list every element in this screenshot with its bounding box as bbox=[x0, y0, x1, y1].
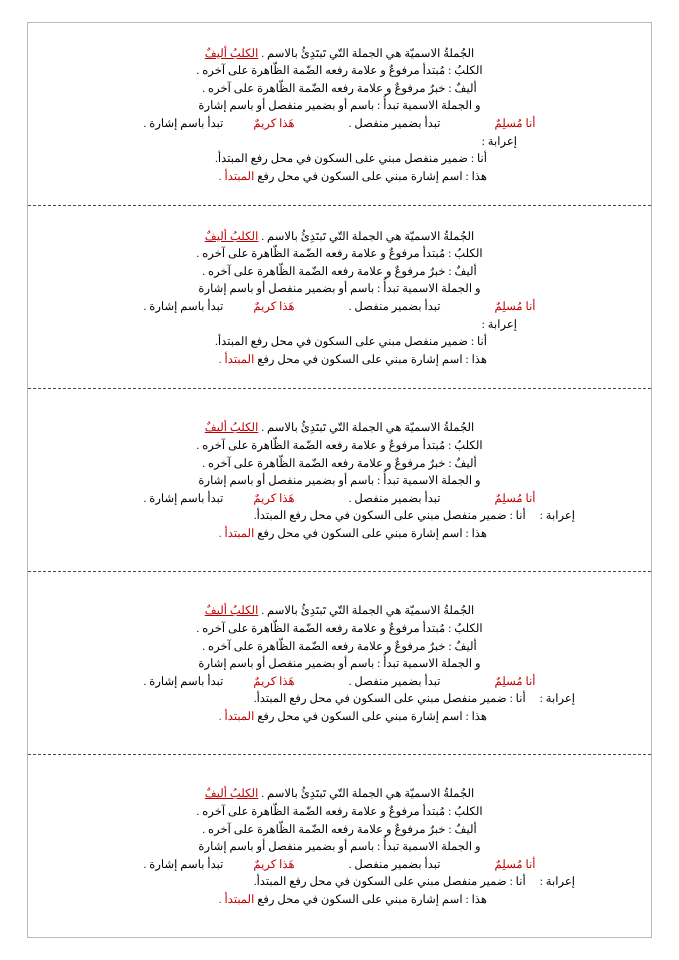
irab-pronoun-text: أنا : ضمير منفصل مبني على السكون في محل رفع المبتدأ. bbox=[253, 509, 526, 523]
card-line-starts-with: و الجملة الاسمية تبدأُ : باسم أو بضمير منفصل أو باسم إشارة bbox=[198, 474, 481, 488]
card-line-irab-inline bbox=[42, 507, 637, 525]
card-line-subject-analysis: الكلبُ : مُبتدأ مرفوعٌ و علامة رفعه الضّمة الظّاهرة على آخره . bbox=[196, 621, 483, 635]
irab-pronoun-text: أنا : ضمير منفصل مبني على السكون في محل رفع المبتدأ. bbox=[253, 692, 526, 706]
card-line-definition bbox=[42, 228, 637, 246]
card-line-irab-inline bbox=[42, 690, 637, 708]
card-line-irab-demonstrative bbox=[42, 891, 637, 909]
card-line-irab-demonstrative bbox=[42, 525, 637, 543]
example-sentence: الكلبُ أليفٌ bbox=[204, 46, 259, 60]
demonstrative-example-note: تبدأ باسم إشارة . bbox=[143, 674, 224, 688]
card-line-irab-pronoun: أنا : ضمير منفصل مبني على السكون في محل رفع المبتدأ. bbox=[215, 335, 487, 349]
demonstrative-example: هَذا كريمٌ bbox=[253, 117, 295, 130]
definition-text: الجُملةُ الاسميّة هي الجملة التّي تَبتَدِئُ بالاسم . bbox=[258, 604, 475, 618]
irab-demonstrative-keyword: المبتدأ . bbox=[218, 710, 255, 724]
demonstrative-example-note: تبدأ باسم إشارة . bbox=[143, 857, 224, 871]
card-line-irab-label: إعرابة : bbox=[481, 317, 517, 331]
card-line-subject-analysis: الكلبُ : مُبتدأ مرفوعٌ و علامة رفعه الضّمة الظّاهرة على آخره . bbox=[196, 804, 483, 818]
card-line-definition bbox=[42, 45, 637, 63]
card-line-irab-demonstrative bbox=[42, 351, 637, 369]
card-line-starts-with: و الجملة الاسمية تبدأُ : باسم أو بضمير منفصل أو باسم إشارة bbox=[198, 657, 481, 671]
grammar-card bbox=[28, 572, 651, 755]
card-line-subject-analysis: الكلبُ : مُبتدأ مرفوعٌ و علامة رفعه الضّمة الظّاهرة على آخره . bbox=[196, 247, 483, 261]
card-line-irab-label: إعرابة : bbox=[481, 134, 517, 148]
irab-demonstrative-text: هذا : اسم إشارة مبني على السكون في محل رفع bbox=[254, 352, 487, 366]
irab-demonstrative-keyword: المبتدأ . bbox=[218, 169, 255, 183]
definition-text: الجُملةُ الاسميّة هي الجملة التّي تَبتَدِئُ بالاسم . bbox=[258, 787, 475, 801]
pronoun-example-note: تبدأ بضمير منفصل . bbox=[348, 674, 441, 688]
card-line-starts-with: و الجملة الاسمية تبدأُ : باسم أو بضمير منفصل أو باسم إشارة bbox=[198, 282, 481, 296]
demonstrative-example-note: تبدأ باسم إشارة . bbox=[143, 117, 224, 130]
pronoun-example: أنا مُسلِمٌ bbox=[494, 857, 536, 871]
card-line-definition bbox=[42, 419, 637, 437]
example-sentence: الكلبُ أليفٌ bbox=[204, 787, 259, 801]
grammar-card bbox=[28, 23, 651, 206]
irab-label: إعرابة : bbox=[539, 509, 575, 523]
card-line-irab-pronoun: أنا : ضمير منفصل مبني على السكون في محل رفع المبتدأ. bbox=[215, 152, 487, 166]
irab-demonstrative-keyword: المبتدأ . bbox=[218, 893, 255, 907]
example-sentence: الكلبُ أليفٌ bbox=[204, 604, 259, 618]
card-line-starts-with: و الجملة الاسمية تبدأُ : باسم أو بضمير منفصل أو باسم إشارة bbox=[198, 99, 481, 113]
pronoun-example-note: تبدأ بضمير منفصل . bbox=[348, 117, 441, 130]
example-sentence: الكلبُ أليفٌ bbox=[204, 229, 259, 243]
card-line-irab-inline bbox=[42, 873, 637, 891]
definition-text: الجُملةُ الاسميّة هي الجملة التّي تَبتَدِئُ بالاسم . bbox=[258, 421, 475, 435]
pronoun-example-note: تبدأ بضمير منفصل . bbox=[348, 857, 441, 871]
card-line-subject-analysis: الكلبُ : مُبتدأ مرفوعٌ و علامة رفعه الضّمة الظّاهرة على آخره . bbox=[196, 438, 483, 452]
card-line-examples bbox=[42, 298, 637, 316]
pronoun-example: أنا مُسلِمٌ bbox=[494, 491, 536, 505]
card-line-predicate-analysis: أليفٌ : خبرٌ مرفوعٌ و علامة رفعه الضّمة الظّاهرة على آخره . bbox=[202, 456, 477, 470]
irab-demonstrative-keyword: المبتدأ . bbox=[218, 352, 255, 366]
grammar-card bbox=[28, 389, 651, 572]
demonstrative-example: هَذا كريمٌ bbox=[253, 491, 295, 505]
card-line-definition bbox=[42, 785, 637, 803]
irab-demonstrative-text: هذا : اسم إشارة مبني على السكون في محل رفع bbox=[254, 527, 487, 541]
card-line-definition bbox=[42, 602, 637, 620]
demonstrative-example-note: تبدأ باسم إشارة . bbox=[143, 300, 224, 313]
worksheet-frame bbox=[27, 22, 652, 938]
demonstrative-example: هَذا كريمٌ bbox=[253, 674, 295, 688]
card-line-examples bbox=[42, 856, 637, 874]
pronoun-example: أنا مُسلِمٌ bbox=[494, 117, 536, 130]
card-line-predicate-analysis: أليفٌ : خبرٌ مرفوعٌ و علامة رفعه الضّمة الظّاهرة على آخره . bbox=[202, 822, 477, 836]
irab-label: إعرابة : bbox=[539, 692, 575, 706]
pronoun-example-note: تبدأ بضمير منفصل . bbox=[348, 300, 441, 313]
card-line-examples bbox=[42, 490, 637, 508]
example-sentence: الكلبُ أليفٌ bbox=[204, 421, 259, 435]
card-line-predicate-analysis: أليفٌ : خبرٌ مرفوعٌ و علامة رفعه الضّمة الظّاهرة على آخره . bbox=[202, 639, 477, 653]
card-line-subject-analysis: الكلبُ : مُبتدأ مرفوعٌ و علامة رفعه الضّمة الظّاهرة على آخره . bbox=[196, 64, 483, 78]
card-line-irab-demonstrative bbox=[42, 168, 637, 186]
irab-demonstrative-text: هذا : اسم إشارة مبني على السكون في محل رفع bbox=[254, 710, 487, 724]
irab-pronoun-text: أنا : ضمير منفصل مبني على السكون في محل رفع المبتدأ. bbox=[253, 875, 526, 889]
irab-demonstrative-text: هذا : اسم إشارة مبني على السكون في محل رفع bbox=[254, 169, 487, 183]
pronoun-example: أنا مُسلِمٌ bbox=[494, 674, 536, 688]
demonstrative-example: هَذا كريمٌ bbox=[253, 857, 295, 871]
card-line-irab-demonstrative bbox=[42, 708, 637, 726]
irab-label: إعرابة : bbox=[539, 875, 575, 889]
definition-text: الجُملةُ الاسميّة هي الجملة التّي تَبتَدِئُ بالاسم . bbox=[258, 229, 475, 243]
grammar-card bbox=[28, 755, 651, 937]
card-line-predicate-analysis: أليفٌ : خبرٌ مرفوعٌ و علامة رفعه الضّمة الظّاهرة على آخره . bbox=[202, 264, 477, 278]
demonstrative-example: هَذا كريمٌ bbox=[253, 300, 295, 313]
definition-text: الجُملةُ الاسميّة هي الجملة التّي تَبتَدِئُ بالاسم . bbox=[258, 46, 475, 60]
card-line-examples bbox=[42, 115, 637, 133]
card-line-examples bbox=[42, 673, 637, 691]
grammar-card bbox=[28, 206, 651, 389]
card-line-starts-with: و الجملة الاسمية تبدأُ : باسم أو بضمير منفصل أو باسم إشارة bbox=[198, 840, 481, 854]
demonstrative-example-note: تبدأ باسم إشارة . bbox=[143, 491, 224, 505]
pronoun-example: أنا مُسلِمٌ bbox=[494, 300, 536, 313]
irab-demonstrative-keyword: المبتدأ . bbox=[218, 527, 255, 541]
card-line-predicate-analysis: أليفٌ : خبرٌ مرفوعٌ و علامة رفعه الضّمة الظّاهرة على آخره . bbox=[202, 81, 477, 95]
irab-demonstrative-text: هذا : اسم إشارة مبني على السكون في محل رفع bbox=[254, 893, 487, 907]
pronoun-example-note: تبدأ بضمير منفصل . bbox=[348, 491, 441, 505]
